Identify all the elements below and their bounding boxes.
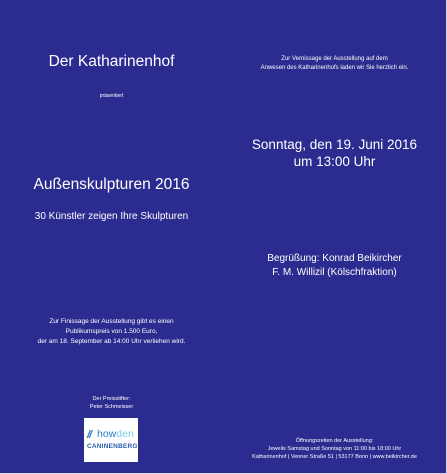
logo-subtitle: CANINENBERG — [87, 443, 138, 450]
opening-hours-times: Jeweils Samstag und Sonntag von 11:00 bis 18:00 Uhr — [267, 446, 402, 452]
vernissage-invitation — [223, 55, 446, 73]
presents-label: präsentiert — [99, 93, 124, 99]
event-date-time: um 13:00 Uhr — [293, 154, 376, 169]
prize-donor-name: Peter Schmeisser — [89, 404, 134, 410]
opening-hours-heading: Öffnungszeiten der Ausstellung: — [295, 438, 374, 444]
logo-wordmark-how: how — [97, 428, 117, 440]
welcome-line: Begrüßung: Konrad Beikircher — [267, 253, 402, 264]
finissage-line: der am 18. September ab 14:00 Uhr verliehen wird. — [37, 338, 186, 345]
logo-wordmark-den: den — [116, 428, 134, 440]
vernissage-line: Anwesen des Katharinenhofs laden wir Sie herzlich ein. — [260, 65, 409, 71]
finissage-line: Publikumspreis von 1.500 Euro, — [65, 328, 158, 335]
welcome-speakers — [223, 252, 446, 280]
vernissage-line: Zur Vernissage der Ausstellung auf dem — [281, 56, 388, 62]
finissage-text — [0, 317, 223, 347]
host-title: Der Katharinenhof — [48, 53, 175, 70]
logo-slashes: // — [87, 429, 92, 441]
logo-wordmark — [97, 428, 134, 440]
event-date-day: Sonntag, den 19. Juni 2016 — [251, 137, 418, 152]
finissage-line: Zur Finissage der Ausstellung gibt es einen — [49, 318, 174, 325]
exhibition-subtitle: 30 Künstler zeigen Ihre Skulpturen — [34, 211, 189, 222]
event-date — [223, 136, 446, 170]
opening-hours-address: Katharinenhof | Venner Straße 51 | 53177 Bonn | www.beikircher.de — [252, 454, 417, 460]
sponsor-logo — [84, 418, 138, 462]
exhibition-title: Außenskulpturen 2016 — [33, 176, 190, 193]
opening-hours — [223, 437, 446, 461]
prize-donor — [0, 395, 223, 411]
prize-donor-label: Der Preisstifter: — [92, 396, 131, 402]
welcome-line: F. M. Willizil (Kölschfraktion) — [272, 267, 397, 278]
